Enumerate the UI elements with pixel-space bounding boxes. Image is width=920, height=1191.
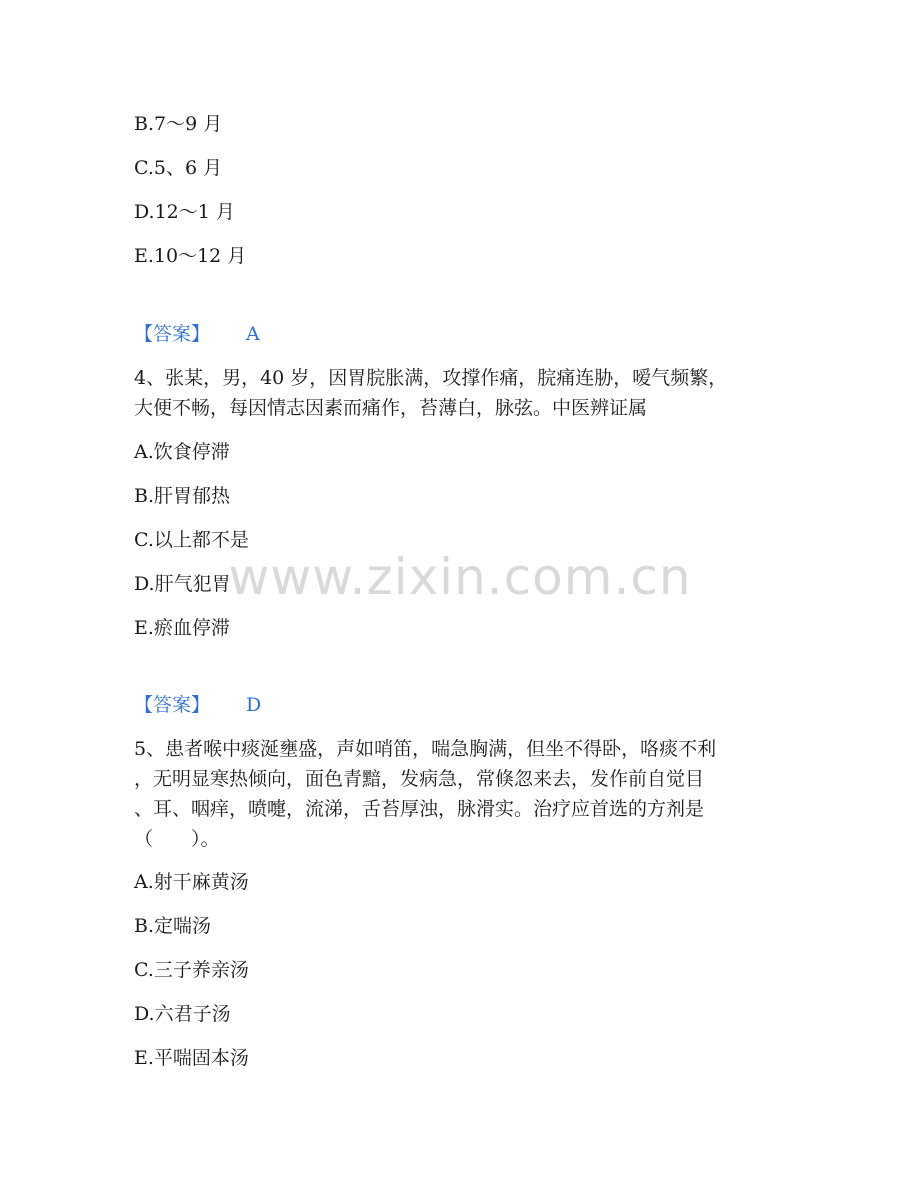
option-c: C.以上都不是 bbox=[134, 529, 249, 551]
option-e: E.瘀血停滞 bbox=[134, 617, 230, 639]
answer-label: 【答案】 bbox=[134, 323, 211, 345]
stem-line: 、耳、咽痒，喷嚏，流涕，舌苔厚浊，脉滑实。治疗应首选的方剂是 bbox=[134, 798, 705, 820]
answer-row bbox=[134, 322, 260, 346]
answer-row bbox=[134, 693, 261, 717]
option-d: D.12～1 月 bbox=[134, 201, 235, 223]
option-e: E.平喘固本汤 bbox=[134, 1047, 249, 1069]
answer-value: A bbox=[246, 323, 260, 345]
question-stem bbox=[134, 734, 784, 854]
option-d: D.六君子汤 bbox=[134, 1003, 231, 1025]
option-c: C.三子养亲汤 bbox=[134, 959, 249, 981]
option-b: B.定喘汤 bbox=[134, 915, 212, 937]
option-b: B.7～9 月 bbox=[134, 113, 223, 135]
option-a: A.射干麻黄汤 bbox=[134, 871, 249, 893]
option-d: D.肝气犯胃 bbox=[134, 573, 231, 595]
option-e: E.10～12 月 bbox=[134, 245, 247, 267]
option-a: A.饮食停滞 bbox=[134, 441, 230, 463]
option-c: C.5、6 月 bbox=[134, 157, 223, 179]
stem-line: 大便不畅，每因情志因素而痛作，苔薄白，脉弦。中医辨证属 bbox=[134, 397, 648, 419]
stem-line: （ ）。 bbox=[134, 828, 220, 850]
option-b: B.肝胃郁热 bbox=[134, 485, 231, 507]
stem-line: ，无明显寒热倾向，面色青黯，发病急，常倏忽来去，发作前自觉目 bbox=[134, 768, 705, 790]
answer-value: D bbox=[246, 694, 262, 716]
answer-label: 【答案】 bbox=[134, 694, 211, 716]
stem-line: 4、张某，男，40 岁，因胃脘胀满，攻撑作痛，脘痛连胁，嗳气频繁， bbox=[134, 367, 728, 389]
stem-line: 5、患者喉中痰涎壅盛，声如哨笛，喘急胸满，但坐不得卧，咯痰不利 bbox=[134, 738, 717, 760]
question-stem bbox=[134, 363, 784, 423]
watermark: www.zixin.com.cn bbox=[228, 548, 692, 606]
